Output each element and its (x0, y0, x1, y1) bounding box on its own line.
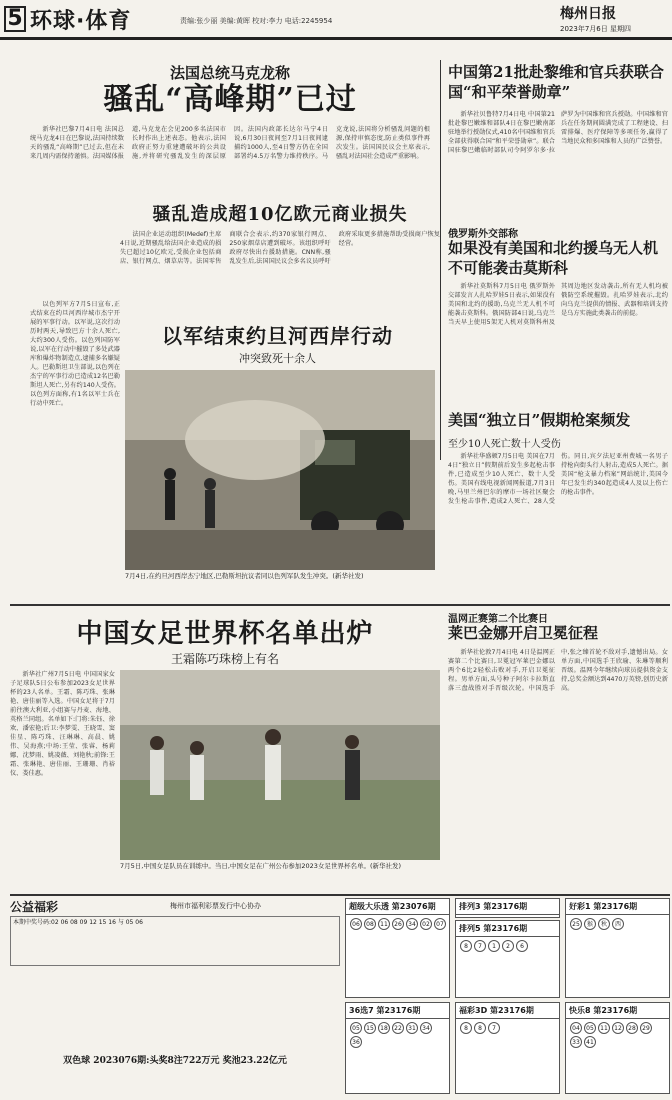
number-ball: 秋 (598, 918, 610, 930)
story1-body: 新华社巴黎7月4日电 法国总统马克龙4日在巴黎说,法国持续数天的骚乱“高峰期”已过去,但在未来几周内需保持谨慎。法国媒体报道,马克龙在会见200多名法国市长时作出上述表态。他表示,法国政府正努力重建遭破坏的公共设施,并将研究骚乱发生的深层原因。法国内政部长达尔马宁4日说,6月30日夜间至7月1日夜间逮捕约1000人,至4日警方仍在全国部署约4.5万名警力维持秩序。马克龙说,法国将分析骚乱问题的根源,保持审慎态度,防止类似事件再次发生。法国国民议会主席表示,骚乱对法国社会造成严重影响。 (30, 126, 430, 160)
number-ball: 8 (460, 1022, 472, 1034)
lottery-box-36x7 (345, 1002, 450, 1094)
paper-logo: 梅州日报 (560, 6, 616, 22)
number-ball: 11 (598, 1022, 610, 1034)
lottery-box-hc1 (565, 898, 670, 998)
number-ball: 6 (516, 940, 528, 952)
story7-photo (120, 670, 440, 860)
story6-subtitle: 至少10人死亡数十人受伤 (448, 439, 561, 450)
story3-photo (125, 370, 435, 570)
number-ball: 31 (406, 1022, 418, 1034)
story7-caption: 7月5日,中国女足队员在训练中。当日,中国女足在广州公布参加2023女足世界杯名单。(新华社发) (120, 862, 402, 870)
story3-caption: 7月4日,在约旦河西岸杰宁地区,巴勒斯坦抗议者同以色列军队发生冲突。(新华社发) (125, 572, 364, 580)
story4-title: 中国第21批赴黎维和官兵获联合国“和平荣誉勋章” (448, 63, 664, 101)
number-ball: 26 (392, 918, 404, 930)
number-ball: 猴 (584, 918, 596, 930)
number-ball: 12 (612, 1022, 624, 1034)
number-ball: 29 (640, 1022, 652, 1034)
number-ball: 07 (434, 918, 446, 930)
story5-body: 新华社莫斯科7月5日电 俄罗斯外交部发言人扎哈罗娃5日表示,如果没有美国和北约的援助,乌克兰无人机不可能袭击莫斯科。俄国防部4日说,乌克兰当天早上使用5架无人机对莫斯科州及其周边地区发动袭击,所有无人机均被俄防空系统摧毁。扎哈罗娃表示,北约向乌克兰提供的情报、武器和培训支持是乌方实施此类袭击的前提。 (448, 283, 668, 326)
story5-kicker: 俄罗斯外交部称 (448, 229, 518, 240)
number-ball: 8 (460, 940, 472, 952)
section-title: 环球·体育 (30, 9, 132, 34)
lottery-left-panel (10, 898, 340, 1094)
lottery-left-org: 梅州市福利彩票发行中心协办 (170, 902, 261, 910)
story3-title: 以军结束约旦河西岸行动 (162, 324, 393, 348)
number-ball: 28 (626, 1022, 638, 1034)
number-ball: 34 (420, 1022, 432, 1034)
story8-body: 新华社伦敦7月4日电 4日是温网正赛第二个比赛日,卫冕冠军莱巴金娜以两个6比2轻松击败对手,开启卫冕征程。男单方面,头号种子阿尔卡拉斯直落三盘战胜对手晋级次轮。中国选手中,张之臻首轮不敌对手,遗憾出局。女单方面,中国选手王欣瑜、朱琳等顺利晋级。温网今年继续向球员提供资金支持,总奖金额达到4470万英镑,创历史新高。 (448, 649, 668, 692)
story1-title: 骚乱“高峰期”已过 (103, 82, 357, 117)
lottery-box-title: 排列5 第23176期 (456, 921, 559, 937)
number-ball: 西 (612, 918, 624, 930)
lottery-box-dlt (345, 898, 450, 998)
lottery-box-p3 (455, 898, 560, 918)
lottery-left-title: 公益福彩 (10, 900, 59, 914)
lottery-box-title: 福彩3D 第23176期 (456, 1003, 559, 1019)
column-divider (440, 60, 441, 460)
lottery-box-3d (455, 1002, 560, 1094)
clash-scene-image (125, 370, 435, 570)
number-ball: 04 (570, 1022, 582, 1034)
staff-line: 责编:张少丽 美编:黄晖 校对:李力 电话:2245954 (180, 17, 333, 25)
lottery-box-title: 快乐8 第23176期 (566, 1003, 669, 1019)
number-ball: 1 (488, 940, 500, 952)
number-ball: 05 (350, 1022, 362, 1034)
number-ball: 02 (420, 918, 432, 930)
number-ball: 11 (378, 918, 390, 930)
lottery-divider (10, 894, 670, 896)
story3-body: 以色列军方7月5日宣布,正式结束在约旦河西岸城市杰宁开展的军事行动。以军说,这次行动历时两天,导致巴方十余人死亡,大约300人受伤。以色列国防军说,以军在行动中摧毁了多处武器库和爆炸物制造点,逮捕多名嫌疑人。巴勒斯坦卫生部说,以色列在杰宁的军事行动已造成12名巴勒斯坦人死亡,另有约140人受伤。以色列方面称,有1名以军士兵在行动中死亡。 (30, 301, 120, 407)
lottery-left-note: 本期中奖号码:02 06 08 09 12 15 16 与 05 06 (10, 916, 340, 966)
lottery-box-p5 (455, 920, 560, 998)
number-ball: 15 (364, 1022, 376, 1034)
lottery-box-kl8 (565, 1002, 670, 1094)
story6-title: 美国“独立日”假期枪案频发 (448, 411, 631, 429)
story8-kicker: 温网正赛第二个比赛日 (448, 614, 548, 625)
number-ball: 22 (392, 1022, 404, 1034)
football-training-image (120, 670, 440, 860)
issue-date: 2023年7月6日 星期四 (560, 25, 631, 33)
story8-title: 莱巴金娜开启卫冕征程 (448, 624, 599, 642)
number-ball: 05 (584, 1022, 596, 1034)
story2-title: 骚乱造成超10亿欧元商业损失 (152, 204, 408, 225)
number-ball: 25 (570, 918, 582, 930)
number-ball: 18 (378, 1022, 390, 1034)
number-ball: 2 (502, 940, 514, 952)
number-ball: 7 (474, 940, 486, 952)
page-number: 5 (4, 6, 26, 32)
number-ball: 41 (584, 1036, 596, 1048)
masthead (0, 0, 672, 40)
story4-body: 新华社贝鲁特7月4日电 中国第21批赴黎巴嫩维和部队4日在黎巴嫩南部驻地举行授勋仪式,410名中国维和官兵全部获得联合国“和平荣誉勋章”。联合国驻黎巴嫩临时部队司令阿罗尔多·拉萨罗为中国维和官兵授勋。中国维和官兵在任务期间圆满完成了工程建设、扫雷排爆、医疗保障等多项任务,赢得了当地民众和多国维和人员的广泛赞誉。 (448, 111, 668, 154)
number-ball: 36 (350, 1036, 362, 1048)
story7-body: 新华社广州7月5日电 中国国家女子足球队5日公布参加2023女足世界杯的23人名单。王霜、陈巧珠、张琳艳、唐佳丽等入选。中国女足将于7月前往澳大利亚,小组赛与丹麦、海地、英格兰同组。名单如下:门将:朱钰、徐欢、潘宏艳;后卫:李梦雯、王晓雪、窦佳星、陈巧珠、汪琳琳、高晨、姚伟、吴海燕;中场:王莹、张睿、杨莉娜、沈梦雨、姚凌薇、刘艳秋;前锋:王霜、张琳艳、唐佳丽、王珊珊、肖裕仪、娄佳惠。 (10, 671, 115, 777)
lottery-box-title: 超级大乐透 第23076期 (346, 899, 449, 915)
story3-subtitle: 冲突致死十余人 (239, 352, 316, 365)
story7-subtitle: 王霜陈巧珠榜上有名 (170, 652, 279, 666)
story2-body: 法国企业运动组织(Medef)主席4日说,近期骚乱给法国企业造成的损失已超过10亿欧元,受损企业包括商店、银行网点、烟草店等。法国零售商联合会表示,约370家银行网点、250家烟草店遭到破坏。该组织呼吁政府尽快出台援助措施。CNN称,骚乱发生后,法国国民议会多名议员呼吁政府采取更多措施帮助受损商户恢复经营。 (120, 231, 440, 265)
story6-body: 新华社华盛顿7月5日电 美国在7月4日“独立日”假期前后发生多起枪击事件,已造成至少10人死亡、数十人受伤。美国有线电视新闻网报道,7月3日晚,马里兰州巴尔的摩市一场社区聚会发生枪击事件,造成2人死亡、28人受伤。同日,宾夕法尼亚州费城一名男子持枪向街头行人射击,造成5人死亡。据美国“枪支暴力档案”网站统计,美国今年已发生约340起造成4人及以上伤亡的枪击事件。 (448, 453, 668, 505)
number-ball: 7 (488, 1022, 500, 1034)
story7-title: 中国女足世界杯名单出炉 (76, 619, 374, 649)
number-ball: 34 (406, 918, 418, 930)
story1-kicker: 法国总统马克龙称 (169, 64, 290, 82)
number-ball: 33 (570, 1036, 582, 1048)
lottery-box-title: 好彩1 第23176期 (566, 899, 669, 915)
lottery-box-title: 36选7 第23176期 (346, 1003, 449, 1019)
number-ball: 8 (474, 1022, 486, 1034)
story5-title: 如果没有美国和北约援乌无人机不可能袭击莫斯科 (448, 239, 659, 277)
number-ball: 08 (364, 918, 376, 930)
section-divider (10, 604, 670, 606)
ssq-result: 双色球 2023076期:头奖8注722万元 奖池23.22亿元 (63, 1056, 287, 1066)
number-ball: 06 (350, 918, 362, 930)
lottery-box-title: 排列3 第23176期 (456, 899, 559, 915)
